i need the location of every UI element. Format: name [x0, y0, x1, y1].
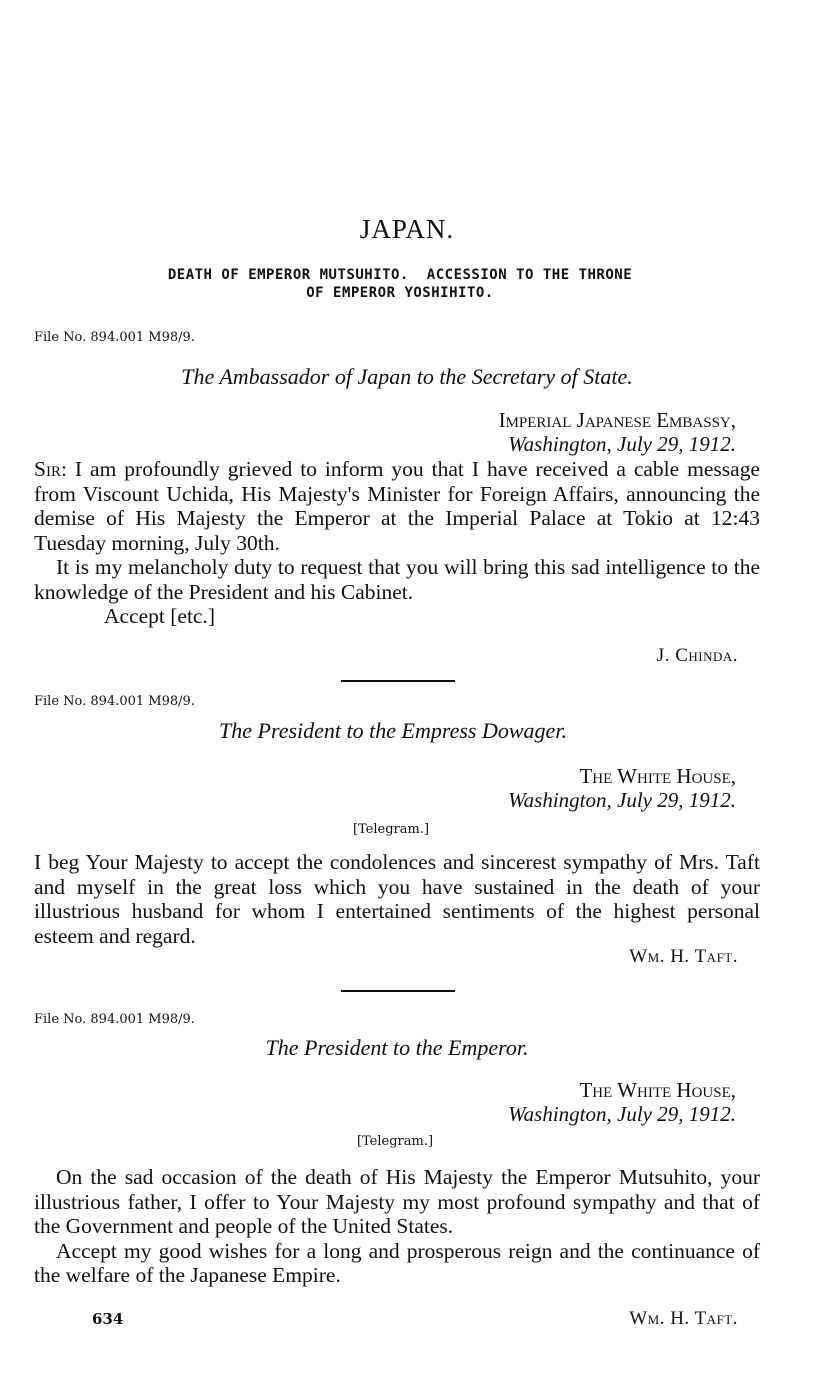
letter-body	[34, 850, 760, 948]
document-heading: The President to the Empress Dowager.	[219, 718, 567, 743]
letter-body	[34, 457, 760, 629]
signature: J. Chinda.	[656, 645, 738, 666]
file-number: File No. 894.001 M98/9.	[34, 694, 195, 709]
letter-body	[34, 1165, 760, 1288]
document-heading: The Ambassador of Japan to the Secretary of State.	[181, 364, 633, 389]
telegram-label: [Telegram.]	[352, 822, 430, 837]
sender-block	[499, 408, 736, 456]
paragraph-text: : I am profoundly grieved to inform you that I have received a cable message from Viscount Uchida, His Majesty's Minister for Foreign Affairs, announcing the demise of His Majesty the Emperor at the Imperial Palace at Tokio at 12:43 Tuesday morning, July 30th.	[34, 457, 760, 555]
closing: Accept [etc.]	[104, 604, 216, 628]
paragraph: On the sad occasion of the death of His Majesty the Emperor Mutsuhito, your illustrious father, I offer to Your Majesty my most profound sympathy and that of the Government and people of the United States.	[34, 1165, 760, 1238]
sender-office: The White House,	[579, 764, 736, 788]
signature: Wm. H. Taft.	[629, 946, 738, 967]
file-number: File No. 894.001 M98/9.	[34, 330, 195, 345]
page-number: 634	[92, 1310, 124, 1328]
sender-block	[508, 764, 736, 812]
section-subtitle	[30, 266, 770, 302]
sender-block	[508, 1078, 736, 1126]
sender-office: The White House,	[579, 1078, 736, 1102]
file-number: File No. 894.001 M98/9.	[34, 1012, 195, 1027]
subtitle-line-1: DEATH OF EMPEROR MUTSUHITO. ACCESSION TO THE THRONE	[167, 267, 633, 283]
section-divider	[341, 990, 455, 992]
paragraph: It is my melancholy duty to request that you will bring this sad intelligence to the knowledge of the President and his Cabinet.	[34, 555, 760, 604]
document-heading: The President to the Emperor.	[265, 1035, 529, 1060]
paragraph	[34, 457, 760, 555]
place-date: Washington, July 29, 1912.	[508, 432, 736, 456]
signature: Wm. H. Taft.	[629, 1308, 738, 1329]
salutation: Sir	[34, 457, 61, 481]
sender-office: Imperial Japanese Embassy,	[498, 408, 736, 432]
paragraph: Accept my good wishes for a long and prosperous reign and the continuance of the welfare of the Japanese Empire.	[34, 1238, 760, 1287]
place-date: Washington, July 29, 1912.	[508, 788, 736, 812]
paragraph: I beg Your Majesty to accept the condolences and sincerest sympathy of Mrs. Taft and myself in the great loss which you have sustained in the death of your illustrious husband for whom I entertained sentiments of the highest personal esteem and regard.	[34, 850, 760, 948]
section-divider	[341, 680, 455, 682]
telegram-label: [Telegram.]	[356, 1134, 434, 1149]
subtitle-line-2: OF EMPEROR YOSHIHITO.	[306, 285, 494, 301]
page-title: JAPAN.	[359, 214, 455, 244]
place-date: Washington, July 29, 1912.	[508, 1102, 736, 1126]
